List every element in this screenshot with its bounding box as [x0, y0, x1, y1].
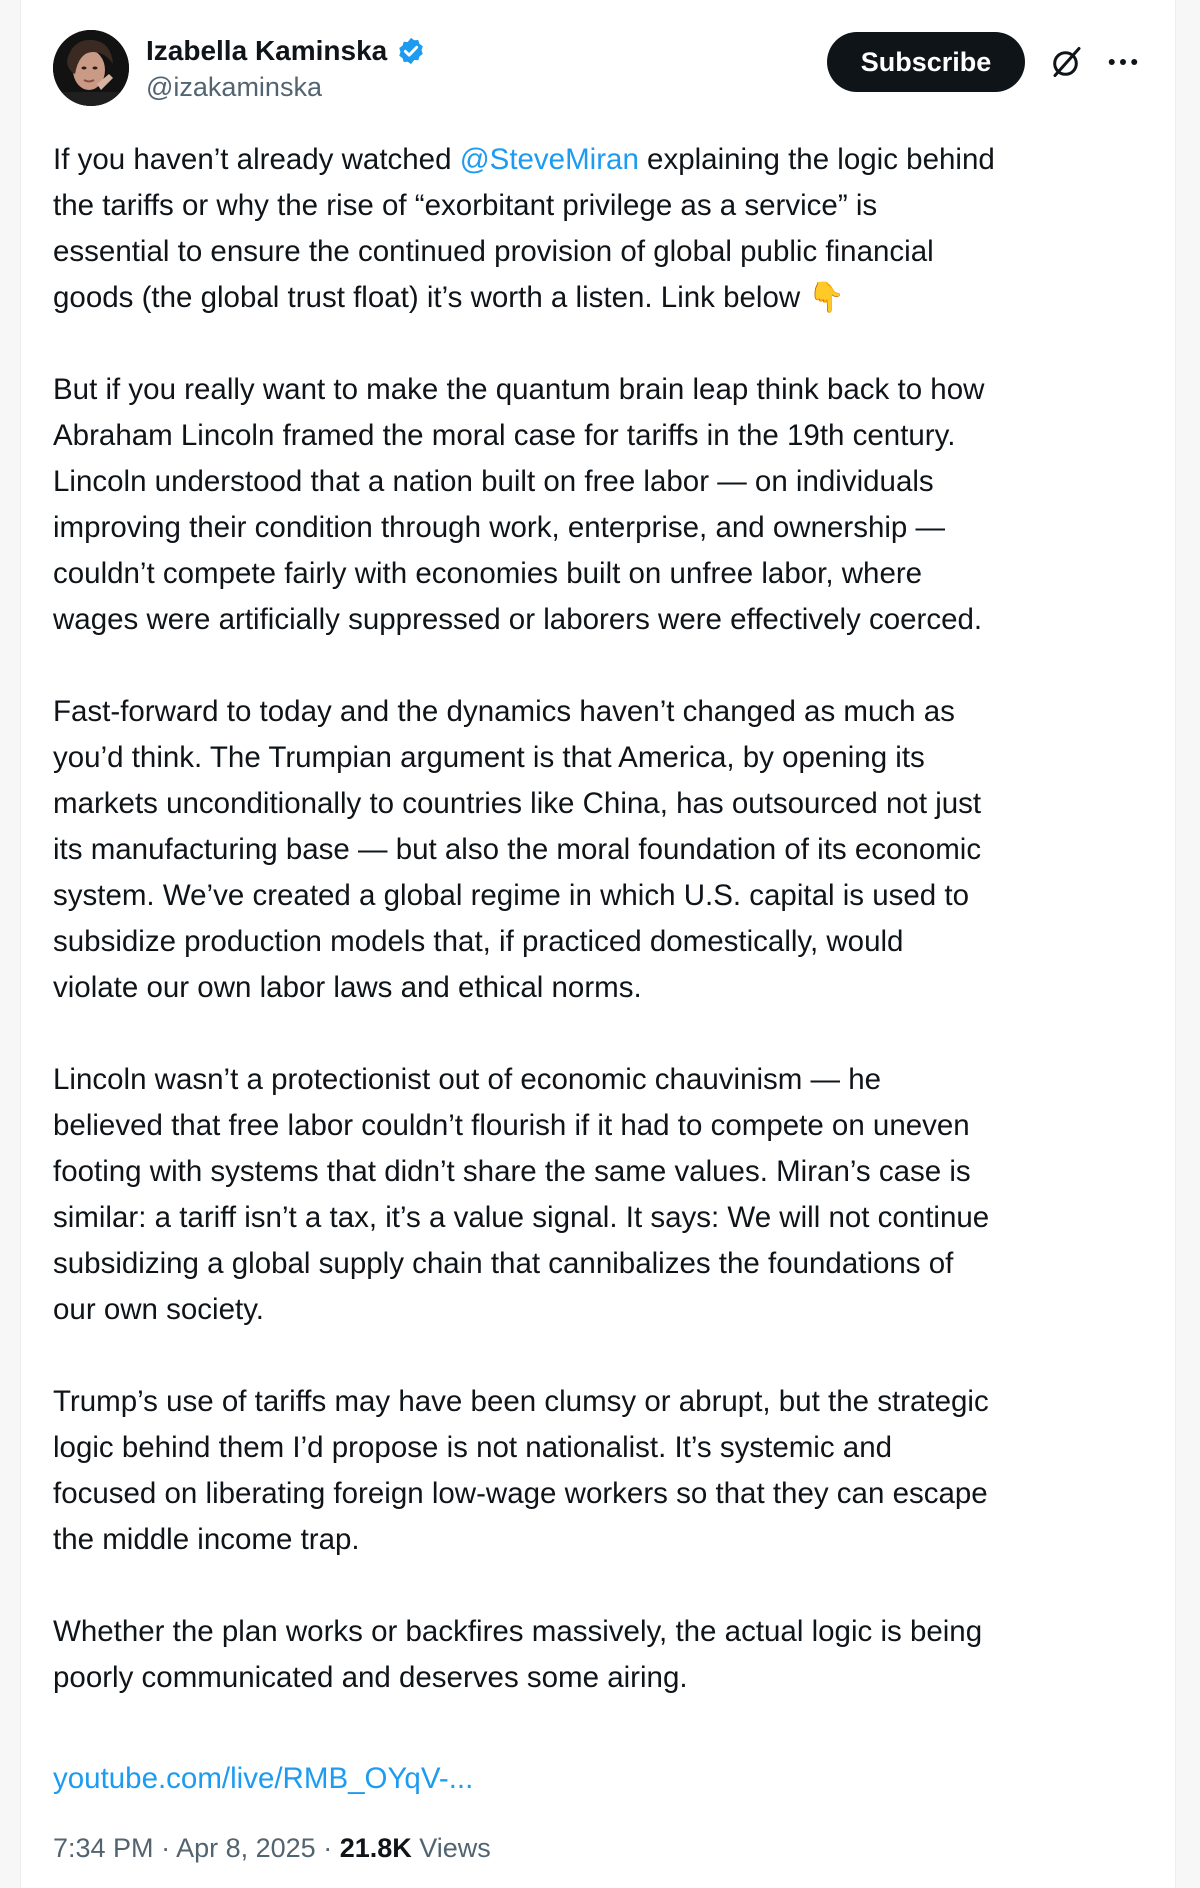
author-names	[146, 34, 426, 104]
text-line: Fast-forward to today and the dynamics haven’t changed as much as	[53, 695, 955, 728]
more-icon[interactable]	[1105, 44, 1141, 80]
author-handle[interactable]: @izakaminska	[146, 72, 322, 102]
text-line: violate our own labor laws and ethical norms.	[53, 971, 642, 1004]
text-line: But if you really want to make the quantum brain leap think back to how	[53, 373, 985, 406]
text-line: subsidizing a global supply chain that cannibalizes the foundations of	[53, 1247, 954, 1280]
verified-badge-icon	[396, 36, 426, 66]
text-line: its manufacturing base — but also the moral foundation of its economic	[53, 833, 982, 866]
text-fragment: If you haven’t already watched	[53, 143, 460, 176]
separator: ·	[315, 1833, 340, 1863]
tweet-metadata	[53, 1828, 491, 1868]
text-line	[53, 275, 1173, 321]
author-display-name[interactable]: Izabella Kaminska	[146, 35, 388, 66]
tweet-date[interactable]: Apr 8, 2025	[176, 1833, 316, 1863]
text-line: believed that free labor couldn’t flourish if it had to compete on uneven	[53, 1109, 970, 1142]
tweet-time[interactable]: 7:34 PM	[53, 1833, 154, 1863]
views-label: Views	[411, 1833, 491, 1863]
mention-link[interactable]: @SteveMiran	[459, 143, 639, 176]
text-line: the tariffs or why the rise of “exorbitant privilege as a service” is	[53, 189, 878, 222]
text-line: Abraham Lincoln framed the moral case for tariffs in the 19th century.	[53, 419, 956, 452]
text-line: footing with systems that didn’t share the same values. Miran’s case is	[53, 1155, 971, 1188]
text-line: Whether the plan works or backfires massively, the actual logic is being	[53, 1615, 983, 1648]
paragraph-5	[53, 1379, 1173, 1563]
text-line: Trump’s use of tariffs may have been clumsy or abrupt, but the strategic	[53, 1385, 989, 1418]
text-line: similar: a tariff isn’t a tax, it’s a value signal. It says: We will not continue	[53, 1201, 990, 1234]
text-line: poorly communicated and deserves some airing.	[53, 1661, 688, 1694]
separator: ·	[153, 1833, 177, 1863]
text-fragment: explaining the logic behind	[638, 143, 995, 176]
text-line: Lincoln wasn’t a protectionist out of economic chauvinism — he	[53, 1063, 882, 1096]
avatar[interactable]	[53, 30, 129, 106]
text-line: system. We’ve created a global regime in which U.S. capital is used to	[53, 879, 970, 912]
subscribe-button[interactable]: Subscribe	[827, 32, 1025, 92]
text-line: markets unconditionally to countries like China, has outsourced not just	[53, 787, 982, 820]
tweet-text	[53, 137, 1173, 1747]
paragraph-3	[53, 689, 1173, 1011]
grok-icon[interactable]	[1049, 44, 1085, 80]
tweet-card	[20, 0, 1176, 1888]
paragraph-6	[53, 1609, 1173, 1701]
views-count: 21.8K	[339, 1833, 412, 1863]
text-line: logic behind them I’d propose is not nationalist. It’s systemic and	[53, 1431, 893, 1464]
paragraph-2	[53, 367, 1173, 643]
text-line: the middle income trap.	[53, 1523, 360, 1556]
tweet-header	[53, 30, 1173, 110]
paragraph-4	[53, 1057, 1173, 1333]
text-line: couldn’t compete fairly with economies built on unfree labor, where	[53, 557, 923, 590]
text-line: our own society.	[53, 1293, 264, 1326]
text-line: improving their condition through work, enterprise, and ownership —	[53, 511, 946, 544]
youtube-link[interactable]: youtube.com/live/RMB_OYqV-...	[53, 1762, 474, 1795]
text-line: essential to ensure the continued provision of global public financial	[53, 235, 934, 268]
paragraph-1	[53, 137, 1173, 321]
text-line: subsidize production models that, if practiced domestically, would	[53, 925, 904, 958]
text-line: you’d think. The Trumpian argument is that America, by opening its	[53, 741, 925, 774]
text-line: focused on liberating foreign low-wage workers so that they can escape	[53, 1477, 988, 1510]
text-line: Lincoln understood that a nation built on free labor — on individuals	[53, 465, 934, 498]
text-fragment: goods (the global trust float) it’s worth a listen. Link below	[53, 281, 801, 314]
text-line: wages were artificially suppressed or laborers were effectively coerced.	[53, 603, 983, 636]
text-line	[53, 137, 1173, 183]
avatar-photo-icon	[53, 30, 129, 106]
pointing-down-emoji: 👇	[808, 281, 846, 314]
